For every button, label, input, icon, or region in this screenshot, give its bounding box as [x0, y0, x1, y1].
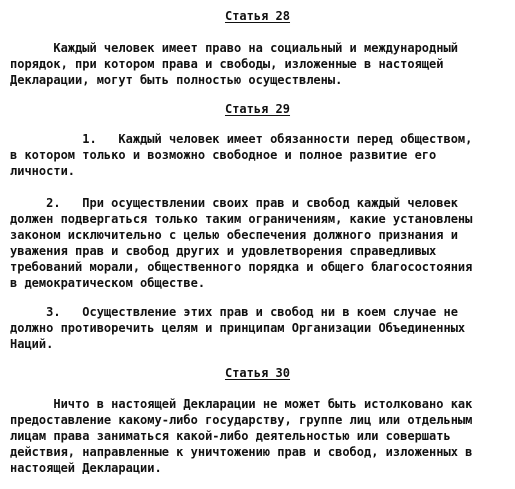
article-30-line: предоставление какому-либо государству, группе лиц или отдельным — [10, 413, 473, 427]
article-29-para-2-line: законом исключительно с целью обеспечения должного признания и — [10, 228, 458, 242]
article-29-para-2-line: 2. При осуществлении своих прав и свобод каждый человек — [10, 196, 458, 210]
article-29-para-2-line: должен подвергаться только таким ограничениям, какие установлены — [10, 212, 473, 226]
article-28-line: Каждый человек имеет право на социальный и международный — [10, 41, 458, 55]
article-30-line: лицам права заниматься какой-либо деятельностью или совершать — [10, 429, 451, 443]
article-30-line: Ничто в настоящей Декларации не может быть истолковано как — [10, 397, 473, 411]
article-29-para-2-line: в демократическом обществе. — [10, 276, 206, 290]
article-29-para-2-line: уважения прав и свобод других и удовлетворения справедливых — [10, 244, 437, 258]
article-29-para-3-line: 3. Осуществление этих прав и свобод ни в коем случае не — [10, 305, 458, 319]
article-29-para-1-line: в котором только и возможно свободное и полное развитие его — [10, 148, 437, 162]
article-29-heading: Статья 29 — [224, 102, 291, 116]
article-29-para-2-line: требований морали, общественного порядка и общего благосостояния — [10, 260, 473, 274]
article-29-para-1-line: 1. Каждый человек имеет обязанности перед обществом, — [10, 132, 473, 146]
article-28-line: порядок, при котором права и свободы, изложенные в настоящей — [10, 57, 444, 71]
article-28-line: Декларации, могут быть полностью осуществлены. — [10, 73, 343, 87]
article-30-line: настоящей Декларации. — [10, 461, 162, 475]
article-28-heading: Статья 28 — [224, 9, 291, 23]
article-30-heading: Статья 30 — [224, 366, 291, 380]
article-29-para-3-line: Наций. — [10, 337, 54, 351]
article-30-line: действия, направленные к уничтожению прав и свобод, изложенных в — [10, 445, 473, 459]
article-29-para-1-line: личности. — [10, 164, 76, 178]
article-29-para-3-line: должно противоречить целям и принципам Организации Объединенных — [10, 321, 466, 335]
